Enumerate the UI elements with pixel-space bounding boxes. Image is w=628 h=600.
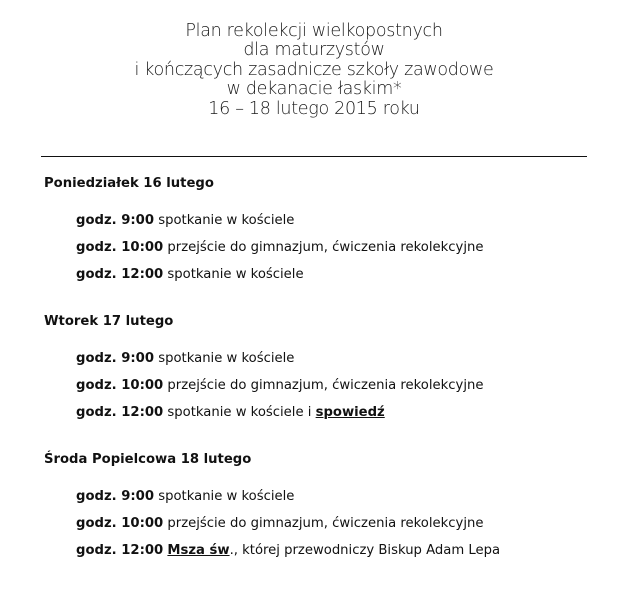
day-heading-ash-wednesday: Środa Popielcowa 18 lutego [44, 452, 252, 467]
day-heading-tuesday: Wtorek 17 lutego [44, 314, 174, 329]
entry-time: godz. 12:00 [76, 543, 164, 558]
schedule-entry [76, 489, 294, 505]
title-line-3: i kończących zasadnicze szkoły zawodowe [134, 59, 494, 80]
entry-time: godz. 12:00 [76, 405, 164, 420]
mass-link[interactable]: Msza św [167, 543, 230, 558]
title-divider [41, 156, 587, 157]
title-line-2: dla maturzystów [243, 40, 385, 61]
entry-time: godz. 10:00 [76, 378, 164, 393]
title-line-4: w dekanacie łaskim* [226, 79, 402, 100]
schedule-entry [76, 405, 385, 421]
entry-text: spotkanie w kościele [163, 267, 304, 282]
entry-text: spotkanie w kościele [154, 489, 295, 504]
schedule-entry [76, 516, 483, 532]
schedule-entry [76, 213, 294, 229]
schedule-entry [76, 240, 483, 256]
entry-text: przejście do gimnazjum, ćwiczenia rekolekcyjne [163, 516, 484, 531]
entry-time: godz. 9:00 [76, 213, 155, 228]
title-line-1: Plan rekolekcji wielkopostnych [185, 21, 443, 41]
entry-time: godz. 9:00 [76, 351, 155, 366]
entry-text: ., której przewodniczy Biskup Adam Lepa [229, 543, 501, 558]
schedule-entry [76, 351, 294, 367]
schedule-entry [76, 543, 500, 559]
entry-time: godz. 10:00 [76, 240, 164, 255]
entry-text: przejście do gimnazjum, ćwiczenia rekolekcyjne [163, 378, 484, 393]
day-heading-monday: Poniedziałek 16 lutego [44, 176, 214, 191]
schedule-entry [76, 378, 483, 394]
entry-text: spotkanie w kościele [154, 213, 295, 228]
entry-text: przejście do gimnazjum, ćwiczenia rekolekcyjne [163, 240, 484, 255]
schedule-entry [76, 267, 304, 283]
entry-text: spotkanie w kościele i [163, 405, 316, 420]
entry-time: godz. 9:00 [76, 489, 155, 504]
document-title [0, 22, 628, 119]
title-line-5-dates: 16 – 18 lutego 2015 roku [208, 98, 420, 119]
entry-time: godz. 10:00 [76, 516, 164, 531]
confession-link[interactable]: spowiedź [315, 405, 385, 420]
entry-text: spotkanie w kościele [154, 351, 295, 366]
entry-time: godz. 12:00 [76, 267, 164, 282]
